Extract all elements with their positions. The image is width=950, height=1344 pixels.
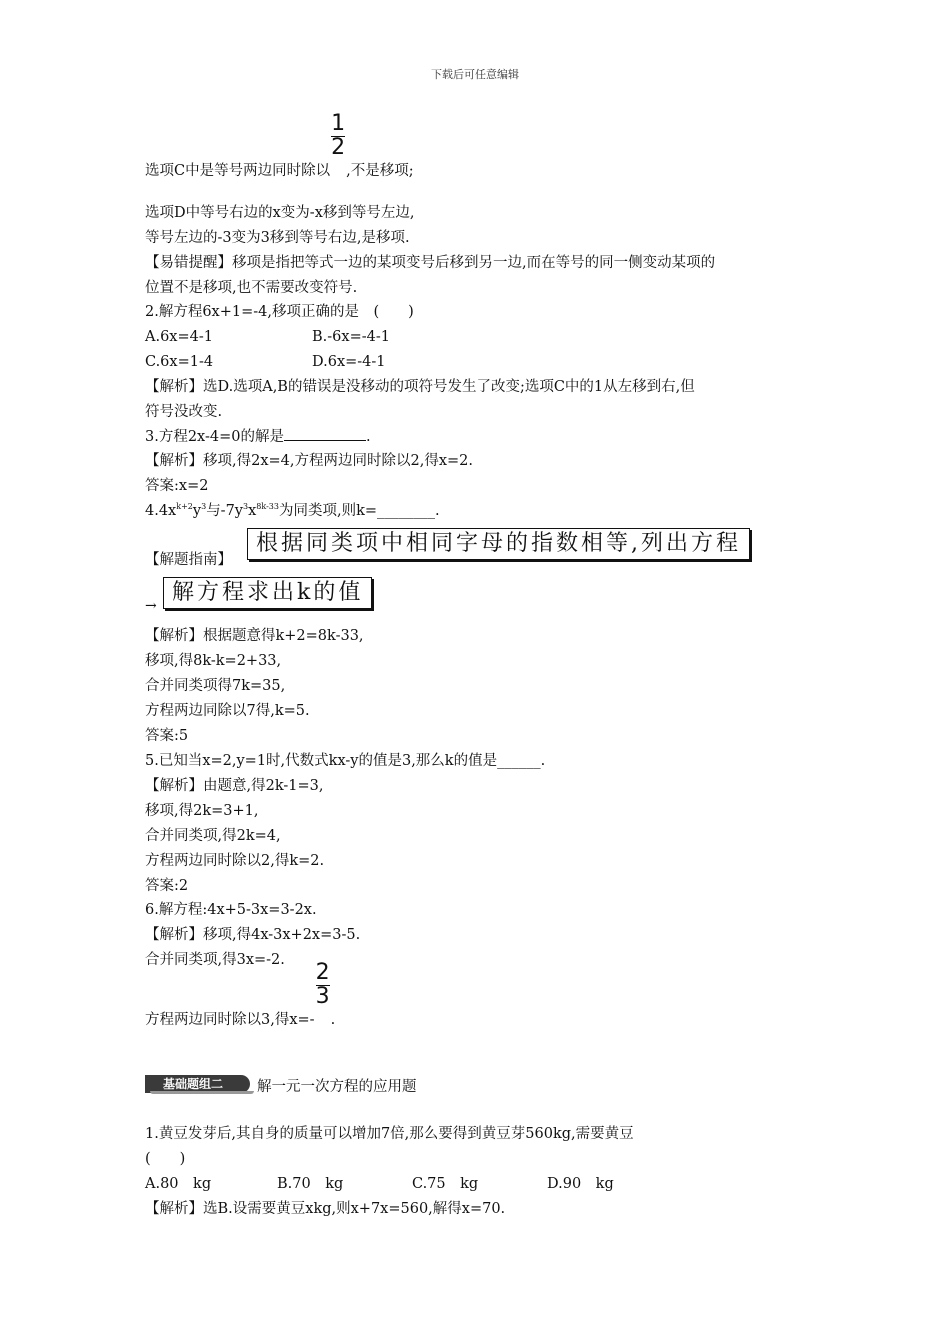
text-segment: . (435, 503, 440, 519)
explanation-line: 合并同类项,得2k=4, (145, 828, 281, 844)
fraction (315, 960, 331, 1024)
answer-blank: ________ (377, 503, 436, 519)
answer-line: 答案:x=2 (145, 478, 209, 494)
fraction-denominator: 3 (315, 984, 330, 1009)
option-a: A.6x=4-1 (145, 329, 213, 345)
text-segment: 为同类项,则k= (278, 503, 378, 519)
fraction-denominator: 2 (331, 135, 346, 160)
answer-line: 答案:2 (145, 878, 189, 894)
option-b: B.70 kg (277, 1176, 344, 1192)
option-d: D.6x=-4-1 (312, 354, 386, 370)
text-segment: . (330, 1012, 336, 1028)
text-segment: x (248, 503, 257, 519)
exponent: 3 (201, 502, 207, 511)
question-stem (145, 501, 440, 521)
explanation-line: 【解析】选B.设需要黄豆xkg,则x+7x=560,解得x=70. (145, 1201, 506, 1217)
explanation-line: 方程两边同时除以2,得k=2. (145, 853, 325, 869)
text-segment: 方程两边同时除以3,得x=- (145, 1012, 315, 1028)
explanation-line: 合并同类项得7k=35, (145, 678, 286, 694)
option-a: A.80 kg (145, 1176, 212, 1192)
section-title: 解一元一次方程的应用题 (257, 1079, 417, 1095)
answer-blank (284, 426, 366, 441)
answer-paren: ( ) (145, 1151, 186, 1167)
error-tip-line: 位置不是移项,也不需要改变符号. (145, 280, 358, 296)
section-badge: 基础题组二 (145, 1075, 250, 1093)
explanation-line: 【解析】选D.选项A,B的错误是没移动的项符号发生了改变;选项C中的1从左移到右,但 (145, 379, 695, 395)
guide-step-box: 解方程求出k的值 (163, 577, 372, 609)
option-c: C.6x=1-4 (145, 354, 214, 370)
text-segment: . (365, 429, 371, 445)
explanation-line: 方程两边同除以7得,k=5. (145, 703, 310, 719)
explanation-line: 【解析】根据题意得k+2=8k-33, (145, 628, 364, 644)
badge-shadow (150, 1091, 254, 1094)
text-segment: . (540, 753, 546, 769)
guide-label: 【解题指南】 (145, 552, 232, 568)
explanation-line: 【解析】移项,得2x=4,方程两边同时除以2,得x=2. (145, 453, 473, 469)
answer-line: 答案:5 (145, 728, 189, 744)
explanation-line: 符号没改变. (145, 404, 223, 420)
question-stem: 6.解方程:4x+5-3x=3-2x. (145, 902, 317, 918)
exponent: 8k-33 (256, 502, 279, 511)
arrow-icon: → (145, 598, 157, 614)
explanation-line: 【解析】移项,得4x-3x+2x=3-5. (145, 927, 361, 943)
question-stem (145, 751, 545, 771)
text-segment: 选项C中是等号两边同时除以 (145, 163, 331, 179)
exponent: k+2 (176, 502, 193, 511)
option-b: B.-6x=-4-1 (312, 329, 390, 345)
explanation-line: 合并同类项,得3x=-2. (145, 952, 285, 968)
option-c: C.75 kg (412, 1176, 479, 1192)
question-stem: 2.解方程6x+1=-4,移项正确的是 ( ) (145, 304, 414, 320)
explanation-line: 移项,得8k-k=2+33, (145, 653, 282, 669)
text-line: 等号左边的-3变为3移到等号右边,是移项. (145, 230, 410, 246)
exponent: 3 (243, 502, 249, 511)
question-stem (145, 426, 371, 447)
text-segment: 与-7y (206, 503, 244, 519)
fraction-numerator: 1 (331, 111, 346, 136)
question-stem: 1.黄豆发芽后,其自身的质量可以增加7倍,那么要得到黄豆芽560kg,需要黄豆 (145, 1126, 634, 1142)
text-line: 选项D中等号右边的x变为-x移到等号左边, (145, 205, 415, 221)
text-segment: 4.4x (145, 503, 177, 519)
text-line (145, 111, 414, 181)
answer-blank: ______ (497, 753, 541, 769)
option-d: D.90 kg (547, 1176, 614, 1192)
explanation-line: 【解析】由题意,得2k-1=3, (145, 778, 324, 794)
fraction (330, 111, 346, 175)
text-segment: ,不是移项; (346, 163, 414, 179)
text-segment: y (192, 503, 202, 519)
text-segment: 3.方程2x-4=0的解是 (145, 429, 284, 445)
fraction-numerator: 2 (315, 960, 330, 985)
error-tip-line: 【易错提醒】移项是指把等式一边的某项变号后移到另一边,而在等号的同一侧变动某项的 (145, 255, 716, 271)
text-segment: 5.已知当x=2,y=1时,代数式kx-y的值是3,那么k的值是 (145, 753, 498, 769)
explanation-line: 移项,得2k=3+1, (145, 803, 259, 819)
page-header-note: 下载后可任意编辑 (431, 68, 519, 81)
guide-step-box: 根据同类项中相同字母的指数相等,列出方程 (247, 528, 750, 560)
